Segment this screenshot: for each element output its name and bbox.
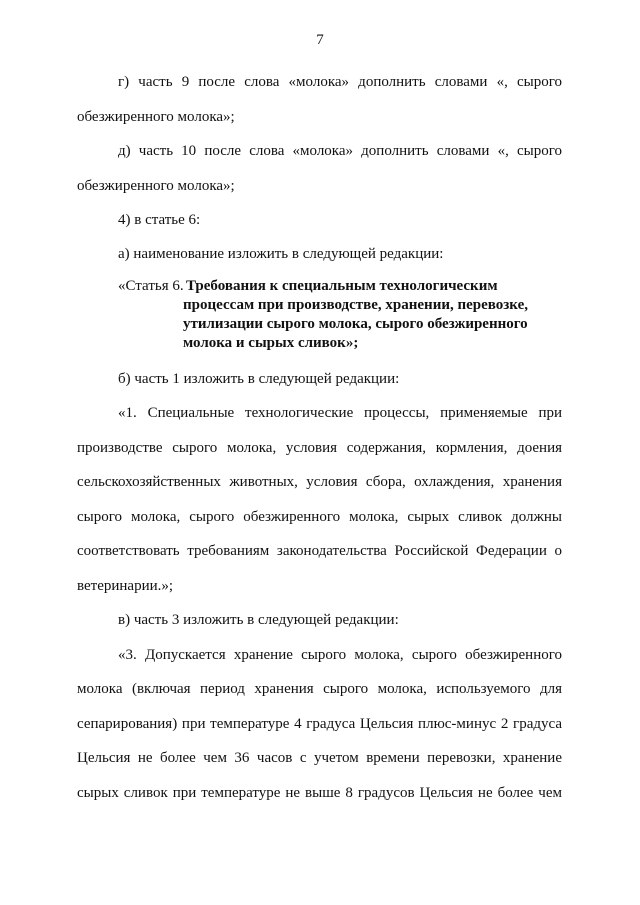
part-3-line-4: Цельсия не более чем 36 часов с учетом времени перевозки, хранение [77, 750, 562, 766]
article-title-line-1: Требования к специальным технологическим [186, 278, 498, 294]
item-a: а) наименование изложить в следующей редакции: [118, 246, 444, 262]
article-title-line-3: утилизации сырого молока, сырого обезжиренного [183, 316, 528, 332]
part-1-line-3: сельскохозяйственных животных, условия сбора, охлаждения, хранения [77, 474, 562, 490]
part-1-line-2: производстве сырого молока, условия содержания, кормления, доения [77, 440, 562, 456]
article-title-line-2: процессам при производстве, хранении, перевозке, [183, 297, 528, 313]
article-title-line-4: молока и сырых сливок»; [183, 335, 359, 351]
part-3-line-3: сепарирования) при температуре 4 градуса Цельсия плюс-минус 2 градуса [77, 716, 562, 732]
item-4: 4) в статье 6: [118, 212, 201, 228]
item-d-line-1: д) часть 10 после слова «молока» дополнить словами «, сырого [118, 143, 562, 159]
part-3-line-5: сырых сливок при температуре не выше 8 градусов Цельсия не более чем [77, 785, 562, 801]
item-g-line-2: обезжиренного молока»; [77, 109, 235, 125]
part-1-line-6: ветеринарии.»; [77, 578, 174, 594]
article-prefix: «Статья 6. [118, 278, 184, 294]
part-1-line-1: «1. Специальные технологические процессы, применяемые при [118, 405, 562, 421]
part-1-line-4: сырого молока, сырого обезжиренного молока, сырых сливок должны [77, 509, 562, 525]
item-d-line-2: обезжиренного молока»; [77, 178, 235, 194]
part-3-line-1: «3. Допускается хранение сырого молока, сырого обезжиренного [118, 647, 562, 663]
item-g-line-1: г) часть 9 после слова «молока» дополнить словами «, сырого [118, 74, 562, 90]
part-1-intro: б) часть 1 изложить в следующей редакции: [118, 371, 400, 387]
part-3-line-2: молока (включая период хранения сырого молока, используемого для [77, 681, 562, 697]
part-3-intro: в) часть 3 изложить в следующей редакции: [118, 612, 399, 628]
part-1-line-5: соответствовать требованиям законодательства Российской Федерации о [77, 543, 562, 559]
page-number: 7 [316, 32, 324, 48]
